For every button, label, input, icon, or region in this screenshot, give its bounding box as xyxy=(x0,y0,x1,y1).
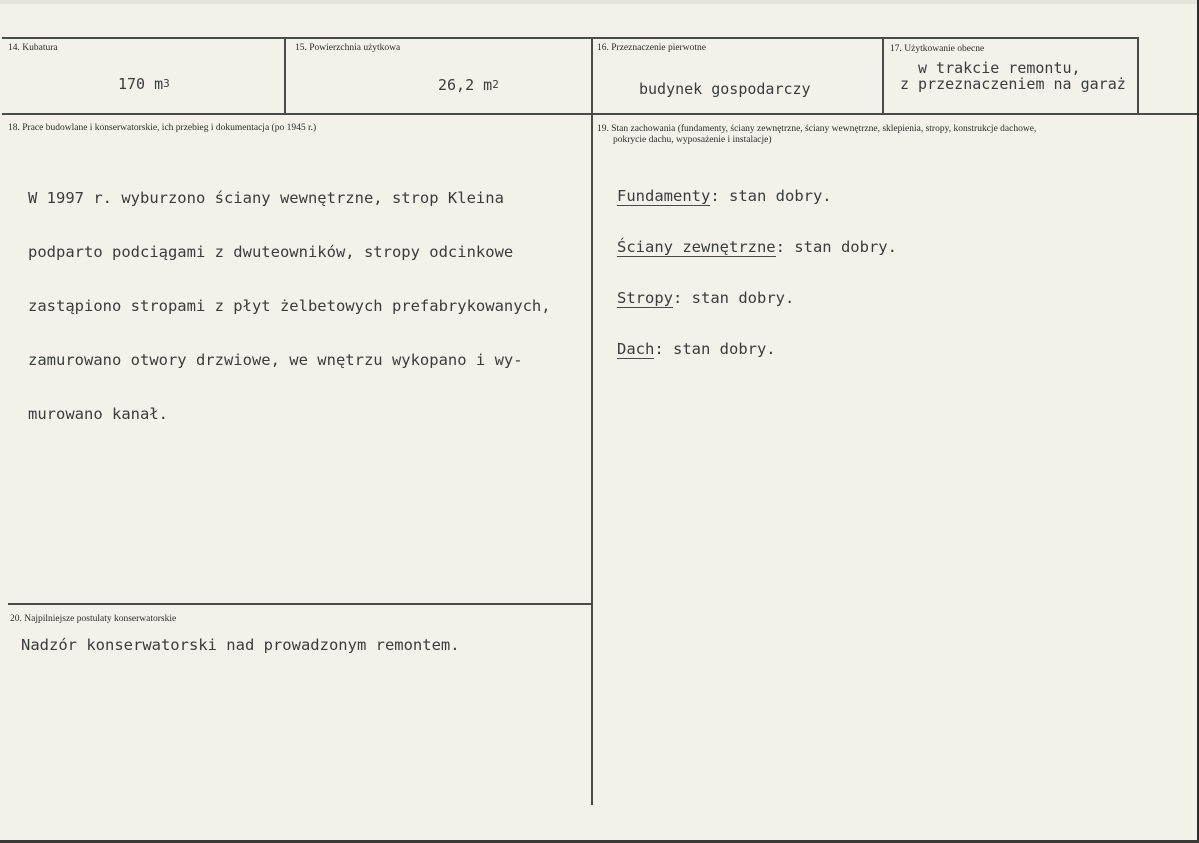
stan-item xyxy=(617,341,897,358)
prace-line: murowano kanał. xyxy=(28,405,168,423)
grid-line-row1-bottom xyxy=(2,113,1197,115)
stan-label-line2: pokrycie dachu, wyposażenie i instalacje) xyxy=(613,135,772,145)
prace-text xyxy=(28,153,551,459)
powierzchnia-value: 26,2 $m^2$ xyxy=(438,76,499,94)
stan-item xyxy=(617,239,897,256)
stan-item-name: Fundamenty xyxy=(617,187,711,205)
grid-line-v2 xyxy=(591,37,593,805)
prace-line: W 1997 r. wyburzono ściany wewnętrzne, strop Kleina xyxy=(28,189,504,207)
postulaty-value: Nadzór konserwatorski nad prowadzonym remontem. xyxy=(21,636,460,654)
stan-item-value: : stan dobry. xyxy=(710,187,832,205)
prace-line: zamurowano otwory drzwiowe, we wnętrzu wykopano i wy- xyxy=(28,351,523,369)
grid-line-v1 xyxy=(284,37,286,114)
grid-line-v3 xyxy=(882,37,884,114)
stan-item-name: Dach xyxy=(617,340,655,358)
grid-line-field20-top xyxy=(8,603,592,605)
prace-line: podparto podciągami z dwuteowników, stropy odcinkowe xyxy=(28,243,514,261)
stan-item-name: Stropy xyxy=(617,289,673,307)
uzytkowanie-value-line2: z przeznaczeniem na garaż xyxy=(900,75,1126,93)
prace-line: zastąpiono stropami z płyt żelbetowych prefabrykowanych, xyxy=(28,297,551,315)
stan-list xyxy=(617,154,897,392)
postulaty-label: 20. Najpilniejsze postulaty konserwatorskie xyxy=(10,614,177,624)
kubatura-exponent: 3 xyxy=(163,77,170,90)
uzytkowanie-value-line1: w trakcie remontu, xyxy=(918,59,1081,77)
stan-item-name: Ściany zewnętrzne xyxy=(617,238,776,256)
stan-item-value: : stan dobry. xyxy=(654,340,776,358)
stan-item-value: : stan dobry. xyxy=(775,238,897,256)
stan-item-value: : stan dobry. xyxy=(673,289,795,307)
grid-line-v4 xyxy=(1137,37,1139,114)
prace-label: 18. Prace budowlane i konserwatorskie, ich przebieg i dokumentacja (po 1945 r.) xyxy=(8,123,317,133)
przeznaczenie-value: budynek gospodarczy xyxy=(639,80,811,98)
powierzchnia-exponent: 2 xyxy=(492,78,499,91)
stan-label-line1: 19. Stan zachowania (fundamenty, ściany zewnętrzne, ściany wewnętrzne, sklepienia, stropy, konstrukcje dachowe, xyxy=(597,124,1037,134)
powierzchnia-label: 15. Powierzchnia użytkowa xyxy=(295,43,401,53)
przeznaczenie-label: 16. Przeznaczenie pierwotne xyxy=(597,43,706,53)
uzytkowanie-label: 17. Użytkowanie obecne xyxy=(890,44,985,54)
stan-item xyxy=(617,188,897,205)
sheet-top-edge xyxy=(0,0,1197,4)
kubatura-label: 14. Kubatura xyxy=(8,43,58,53)
grid-line-top xyxy=(2,37,1139,39)
stan-item xyxy=(617,290,897,307)
kubatura-value: 170 $m^3$ xyxy=(118,75,170,93)
